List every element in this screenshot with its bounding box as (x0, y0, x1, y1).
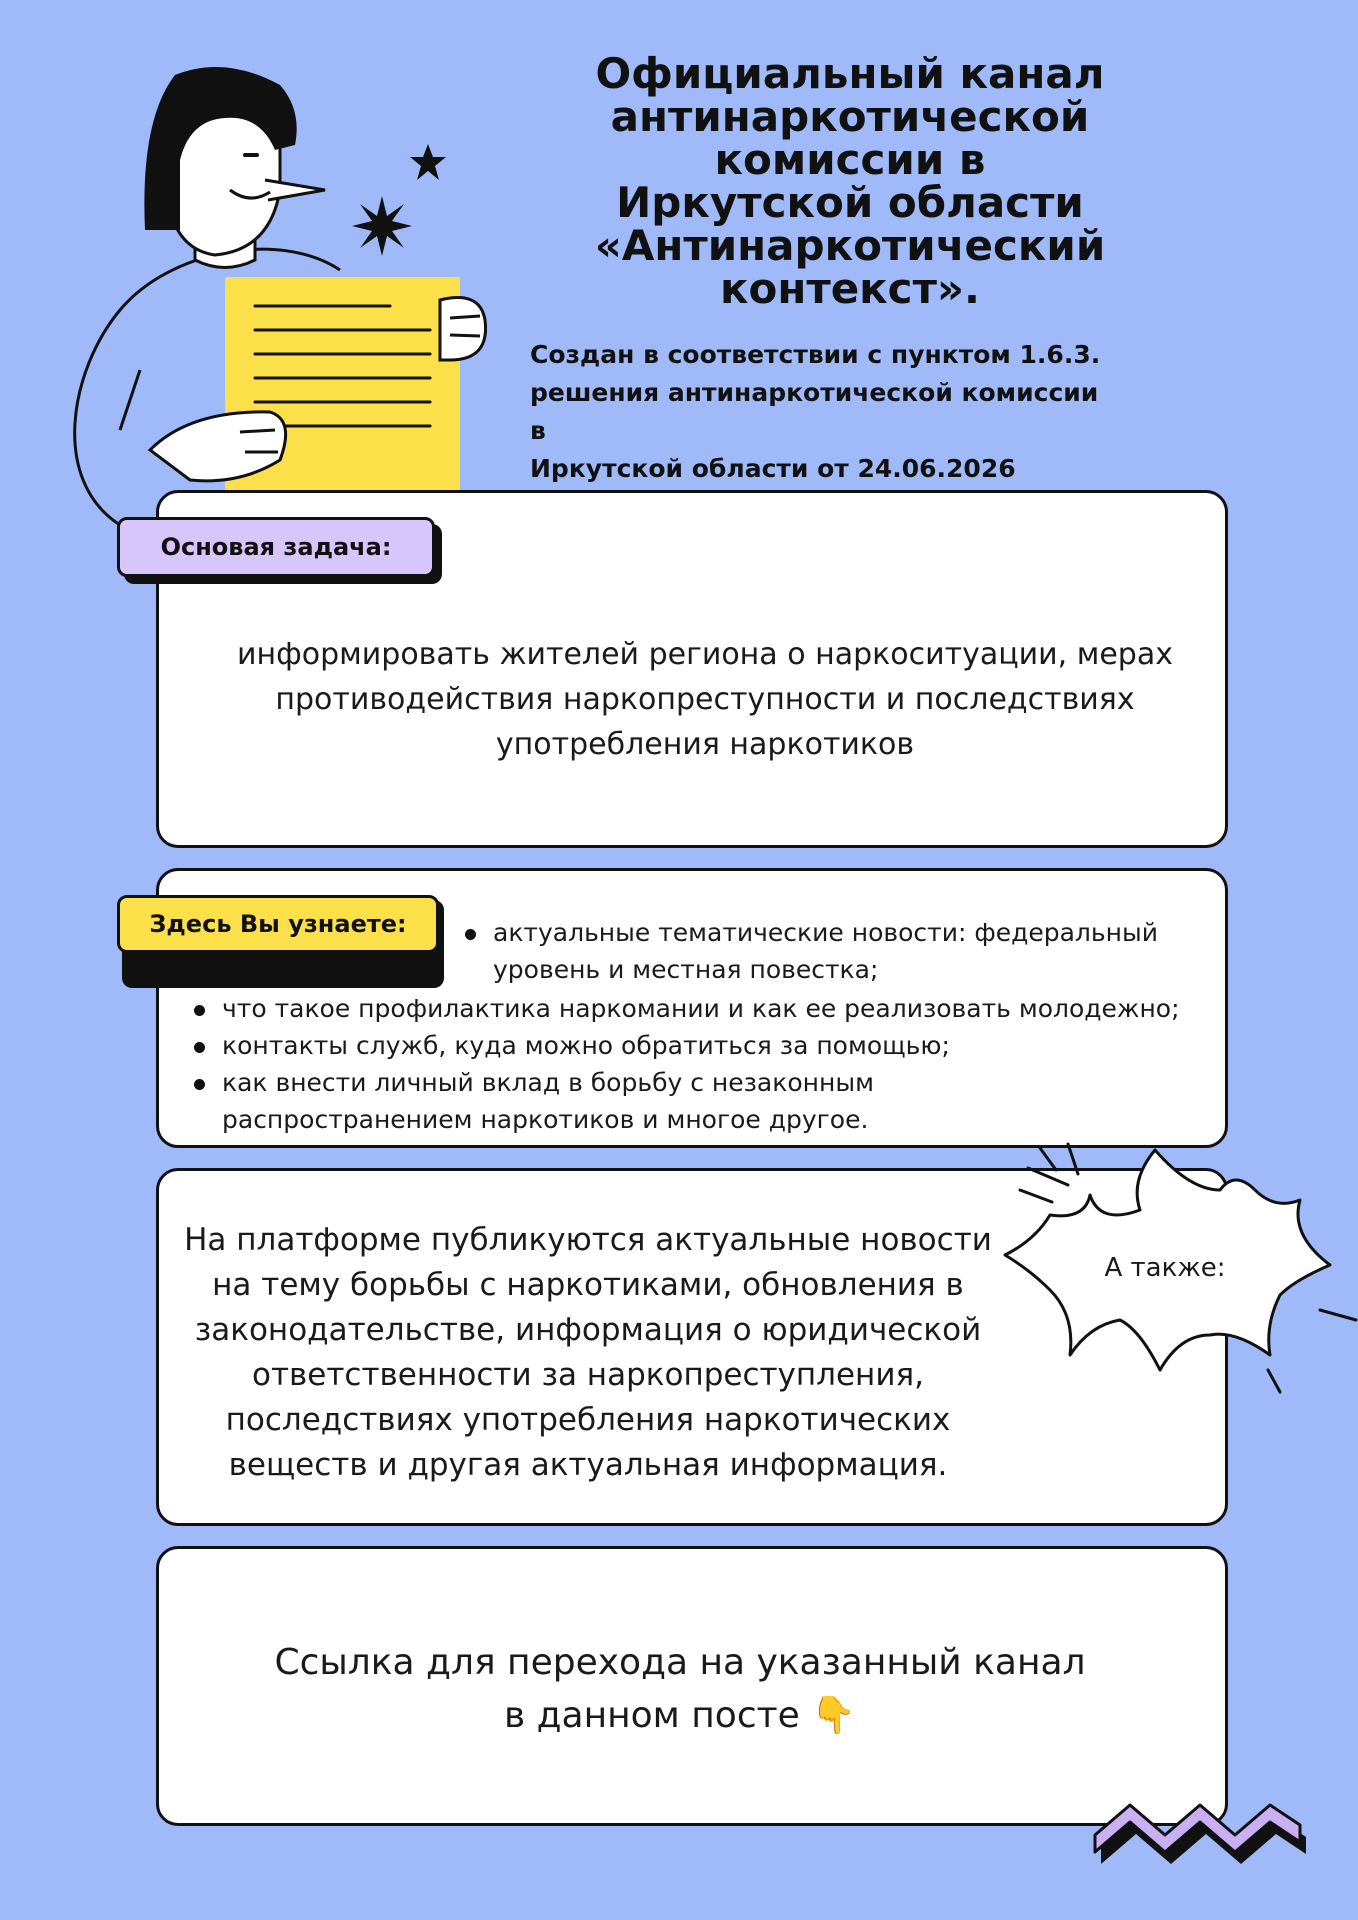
list-item-line: уровень и местная повестка; (493, 955, 879, 984)
platform-text-line: законодательстве, информация о юридической (194, 1312, 982, 1348)
star-icon (408, 142, 448, 182)
starburst-icon (352, 196, 412, 256)
platform-text-line: последствиях употребления наркотических (225, 1402, 951, 1438)
list-item: контакты служб, куда можно обратиться за помощью; (194, 1027, 1184, 1064)
subtitle-line: Создан в соответствии с пунктом 1.6.3. (530, 340, 1101, 369)
title-line: антинаркотической (610, 92, 1090, 141)
pointing-down-icon: 👇 (811, 1695, 857, 1736)
learn-list (194, 990, 1184, 1138)
subtitle-line: Иркутской области от 24.06.2026 (530, 454, 1016, 483)
list-item: как внести личный вклад в борьбу с незаконным распространением наркотиков и многое другое. (194, 1064, 1184, 1138)
link-text (160, 1636, 1200, 1742)
burst-label: А также: (1104, 1253, 1226, 1283)
list-item-line: актуальные тематические новости: федеральный (493, 918, 1158, 947)
task-badge: Основая задача: (117, 517, 435, 577)
title-line: «Антинаркотический (594, 221, 1106, 270)
person-illustration (40, 60, 500, 540)
platform-text (178, 1218, 998, 1488)
title-line: Официальный канал (595, 49, 1105, 98)
list-item: что такое профилактика наркомании и как ее реализовать молодежно; (194, 990, 1184, 1027)
platform-text-line: На платформе публикуются актуальные новости (184, 1222, 992, 1258)
page-title (560, 49, 1140, 313)
task-text (200, 632, 1210, 767)
title-line: Иркутской области (616, 178, 1084, 227)
list-item (465, 914, 1195, 988)
title-line: контекст». (719, 264, 981, 313)
zigzag-decoration (1085, 1780, 1315, 1880)
learn-badge: Здесь Вы узнаете: (117, 895, 439, 953)
link-text-line-2: в данном посте (503, 1695, 800, 1736)
task-text-line: информировать жителей региона о наркоситуации, мерах (237, 637, 1173, 672)
platform-text-line: веществ и другая актуальная информация. (228, 1447, 948, 1483)
learn-first-item-list (465, 914, 1195, 988)
link-text-line (160, 1689, 1200, 1742)
platform-text-line: на тему борьбы с наркотиками, обновления в (212, 1267, 964, 1303)
platform-text-line: ответственности за наркопреступления, (252, 1357, 924, 1393)
link-text-line: Ссылка для перехода на указанный канал (274, 1642, 1086, 1683)
task-text-line: употребления наркотиков (495, 727, 915, 762)
task-text-line: противодействия наркопреступности и последствиях (275, 682, 1135, 717)
subtitle (530, 336, 1110, 488)
title-line: комиссии в (714, 135, 986, 184)
subtitle-line: решения антинаркотической комиссии в (530, 378, 1099, 445)
